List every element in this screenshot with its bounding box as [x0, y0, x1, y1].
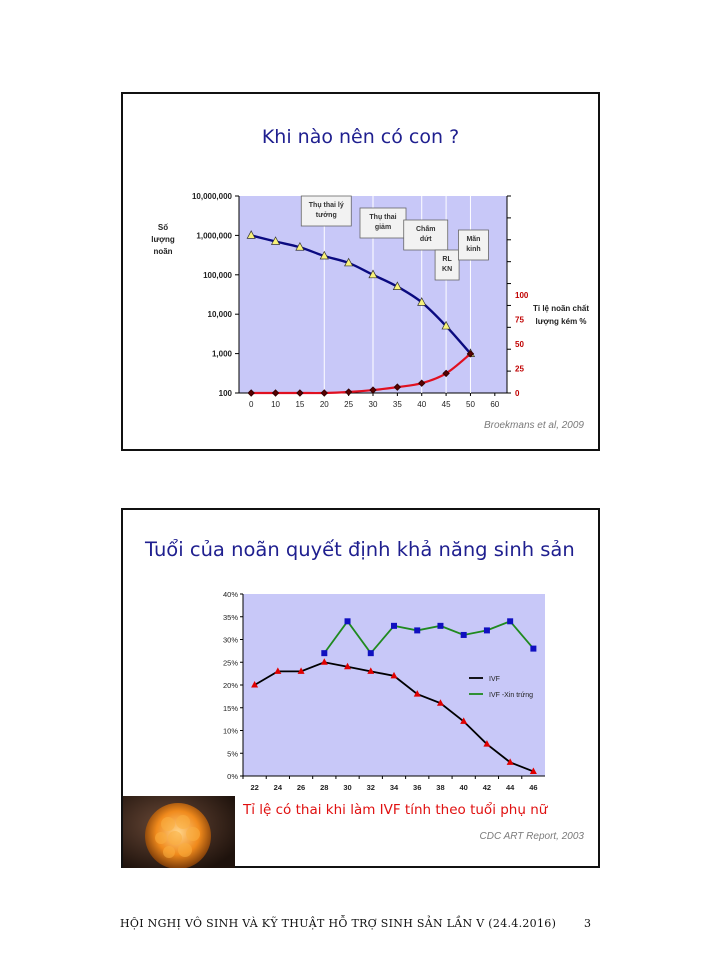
page-number: 3	[584, 917, 591, 930]
annotation-text: Chấm	[416, 226, 436, 233]
ivf-donor-point	[484, 627, 490, 633]
x-tick-label: 38	[436, 783, 445, 792]
left-axis-label: lượng	[151, 235, 175, 244]
x-tick-label: 26	[296, 783, 306, 792]
annotation-box	[435, 250, 459, 280]
x-tick-label: 45	[441, 400, 451, 409]
y-left-tick-label: 100,000	[203, 270, 232, 280]
ivf-donor-point	[368, 650, 374, 656]
y-tick-label: 40%	[222, 590, 238, 599]
ivf-donor-point	[391, 623, 397, 629]
x-tick-label: 36	[413, 783, 422, 792]
x-tick-label: 24	[273, 783, 283, 792]
y-right-tick-label: 75	[515, 315, 524, 325]
annotation-text: kinh	[466, 246, 481, 253]
oocyte-chart	[123, 94, 598, 424]
y-tick-label: 25%	[222, 658, 238, 668]
legend-donor-label: IVF -Xin trứng	[489, 692, 533, 699]
y-right-tick-label: 100	[515, 291, 529, 300]
x-tick-label: 40	[459, 783, 468, 792]
x-tick-label: 40	[417, 400, 427, 409]
x-tick-label: 44	[505, 783, 515, 792]
x-tick-label: 10	[271, 400, 280, 409]
ivf-donor-point	[321, 650, 327, 656]
x-tick-label: 32	[366, 783, 375, 792]
x-tick-label: 50	[466, 400, 475, 409]
y-tick-label: 10%	[222, 726, 238, 736]
slide-1	[121, 92, 600, 451]
y-tick-label: 15%	[222, 703, 238, 713]
annotation-box	[404, 220, 448, 250]
slide-2-caption: Tỉ lệ có thai khi làm IVF tính theo tuổi phụ nữ	[243, 802, 548, 818]
annotation-text: KN	[442, 266, 453, 273]
annotation-text: tưởng	[315, 212, 337, 219]
oocyte-illustration	[123, 796, 235, 868]
annotation-text: giảm	[374, 224, 392, 231]
x-tick-label: 46	[529, 783, 538, 792]
annotation-text: Mãn	[466, 236, 481, 243]
annotation-box	[360, 208, 406, 238]
ivf-donor-point	[461, 632, 467, 638]
right-axis-label: lượng kém %	[535, 317, 587, 326]
y-right-tick-label: 0	[515, 389, 520, 398]
footer-text: HỘI NGHỊ VÔ SINH VÀ KỸ THUẬT HỖ TRỢ SINH SẢN LẦN V (24.4.2016)	[120, 917, 557, 930]
y-right-tick-label: 25	[515, 364, 524, 374]
x-tick-label: 30	[368, 400, 378, 409]
x-tick-label: 25	[344, 400, 354, 409]
oocyte-image	[123, 796, 235, 868]
ivf-donor-point	[345, 618, 351, 624]
ivf-chart	[123, 510, 598, 795]
y-tick-label: 30%	[222, 635, 238, 645]
y-tick-label: 35%	[222, 612, 238, 622]
slide-1-citation: Broekmans et al, 2009	[483, 420, 584, 431]
ivf-donor-point	[530, 646, 536, 652]
annotation-box	[458, 230, 488, 260]
slide-2	[121, 508, 600, 868]
slide-2-title: Tuổi của noãn quyết định khả năng sinh sản	[145, 538, 575, 561]
annotation-text: Thụ thai lý	[308, 202, 344, 209]
y-tick-label: 20%	[222, 681, 238, 690]
x-tick-label: 15	[295, 400, 305, 409]
y-left-tick-label: 10,000,000	[191, 192, 232, 201]
ivf-donor-point	[437, 623, 443, 629]
y-left-tick-label: 10,000	[207, 310, 232, 320]
ivf-donor-point	[507, 618, 513, 624]
annotation-text: Thụ thai	[369, 214, 397, 221]
ivf-donor-point	[414, 627, 420, 633]
x-tick-label: 28	[320, 783, 329, 792]
left-axis-label: noãn	[153, 247, 173, 256]
x-tick-label: 22	[250, 783, 259, 792]
x-tick-label: 20	[319, 400, 329, 409]
y-left-tick-label: 1,000	[211, 349, 232, 359]
annotation-text: RL	[442, 256, 452, 263]
slide-1-title: Khi nào nên có con ?	[261, 126, 460, 148]
right-axis-label: Tỉ lệ noãn chất	[532, 304, 590, 313]
x-tick-label: 42	[482, 783, 492, 792]
y-tick-label: 5%	[227, 749, 238, 759]
y-right-tick-label: 50	[515, 340, 524, 349]
slide-2-citation: CDC ART Report, 2003	[479, 831, 584, 842]
y-left-tick-label: 100	[218, 389, 232, 398]
annotation-text: dứt	[419, 236, 432, 243]
x-tick-label: 0	[248, 400, 254, 409]
x-tick-label: 60	[490, 400, 500, 409]
x-tick-label: 34	[389, 783, 399, 792]
annotation-box	[301, 196, 351, 226]
plot-area	[243, 594, 545, 776]
left-axis-label: Số	[157, 223, 169, 232]
y-tick-label: 0%	[227, 772, 238, 781]
y-left-tick-label: 1,000,000	[196, 231, 232, 241]
legend-ivf-label: IVF	[489, 676, 500, 683]
x-tick-label: 35	[392, 400, 402, 409]
x-tick-label: 30	[343, 783, 352, 792]
